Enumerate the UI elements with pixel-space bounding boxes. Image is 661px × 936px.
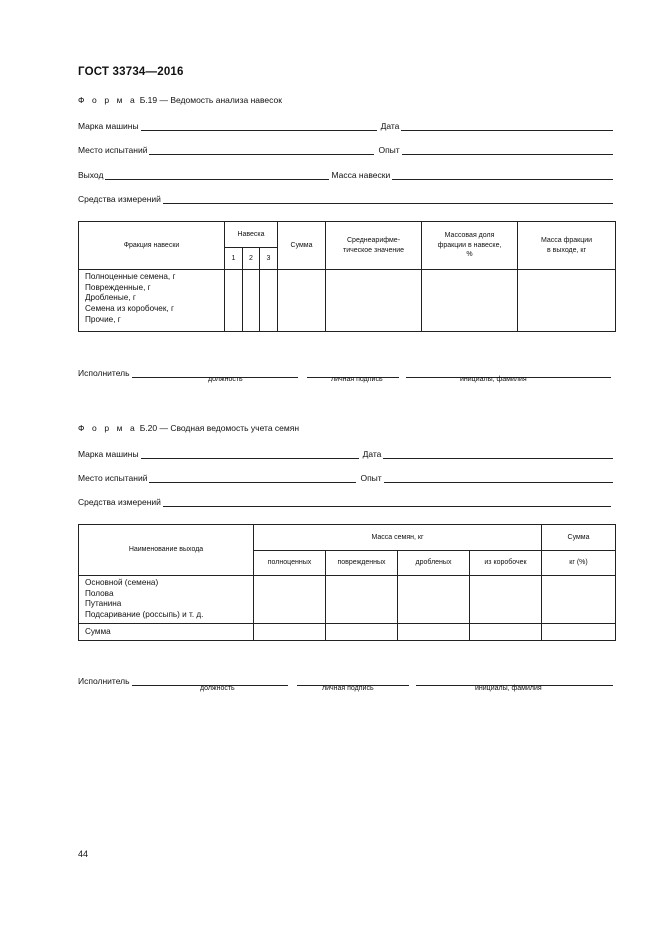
form20-header-kg: кг (%)	[542, 551, 616, 576]
form19-name-caption: инициалы, фамилия	[460, 376, 527, 383]
form19-header-n2: 2	[243, 248, 260, 270]
form20-machine-date-row	[78, 445, 613, 459]
list-item: Основной (семена)	[85, 578, 159, 587]
form19-header-mass-line2: в выходе, кг	[546, 246, 587, 254]
form20-total-boxes[interactable]	[470, 624, 542, 641]
form19-output-label: Выход	[78, 170, 104, 180]
form20-date-field[interactable]	[383, 449, 613, 459]
form20-trial-field[interactable]	[384, 473, 613, 483]
page-number: 44	[78, 849, 89, 859]
list-item: Дробленые, г	[85, 293, 136, 303]
form20-place-trial-row	[78, 469, 613, 483]
list-item: Полова	[85, 588, 114, 598]
form19-header-share-line2: фракции в навеске,	[437, 241, 502, 249]
form20-date-label: Дата	[362, 449, 382, 459]
form20-place-field[interactable]	[149, 473, 356, 483]
form19-signature-label: Исполнитель	[78, 368, 130, 378]
form20-total-full[interactable]	[254, 624, 326, 641]
form19-machine-date-row	[78, 117, 613, 131]
form20-name-caption: инициалы, фамилия	[475, 685, 542, 692]
form19-instruments-field[interactable]	[163, 194, 613, 204]
form19-position-caption: должность	[208, 376, 243, 383]
form19-machine-label: Марка машины	[78, 121, 139, 131]
form19-cell-share[interactable]	[422, 270, 518, 332]
form20-header-name: Наименование выхода	[79, 525, 254, 576]
form19-table	[78, 221, 616, 332]
form19-header-share	[422, 222, 518, 270]
form19-trial-label: Опыт	[378, 145, 400, 155]
form19-place-label: Место испытаний	[78, 145, 148, 155]
form20-instruments-row	[78, 493, 611, 507]
form19-trial-field[interactable]	[402, 145, 613, 155]
form19-cell-n2[interactable]	[243, 270, 260, 332]
form19-output-field[interactable]	[105, 170, 329, 180]
form19-header-sample: Навеска	[225, 222, 278, 248]
form19-sample-mass-label: Масса навески	[331, 170, 391, 180]
form20-cell-boxes[interactable]	[470, 576, 542, 624]
form19-title-prefix: Ф о р м а	[78, 95, 138, 105]
form20-header-crushed: дробленых	[398, 551, 470, 576]
form19-header-mean-line1: Среднеарифме-	[347, 237, 401, 245]
form20-cell-crushed[interactable]	[398, 576, 470, 624]
form20-instruments-label: Средства измерений	[78, 497, 161, 507]
form20-cell-full[interactable]	[254, 576, 326, 624]
form20-machine-field[interactable]	[141, 449, 359, 459]
form20-position-caption: должность	[200, 685, 235, 692]
form19-fraction-list	[79, 270, 225, 332]
form20-title	[78, 423, 299, 433]
form19-header-mass	[518, 222, 616, 270]
form20-trial-label: Опыт	[360, 473, 382, 483]
form20-total-crushed[interactable]	[398, 624, 470, 641]
form19-header-n1: 1	[225, 248, 243, 270]
list-item: Полноценные семена, г	[85, 272, 176, 281]
form19-instruments-row	[78, 190, 613, 204]
form19-header-share-line1: Массовая доля	[444, 232, 495, 240]
form19-place-field[interactable]	[149, 145, 374, 155]
form20-header-full: полноценных	[254, 551, 326, 576]
form20-header-sum: Сумма	[542, 525, 616, 551]
form19-date-label: Дата	[380, 121, 400, 131]
form19-header-mean-line2: тическое значение	[342, 246, 405, 254]
list-item: Поврежденные, г	[85, 282, 151, 292]
list-item: Семена из коробочек, г	[85, 303, 174, 313]
list-item: Подсаривание (россыпь) и т. д.	[85, 609, 204, 619]
form19-title-text: Б.19 — Ведомость анализа навесок	[137, 95, 282, 105]
form19-sample-mass-field[interactable]	[392, 170, 613, 180]
form20-signature-label: Исполнитель	[78, 676, 130, 686]
form20-cell-kg[interactable]	[542, 576, 616, 624]
form19-output-mass-row	[78, 166, 613, 180]
list-item: Прочие, г	[85, 314, 121, 324]
form19-instruments-label: Средства измерений	[78, 194, 161, 204]
form19-place-trial-row	[78, 141, 613, 155]
form20-table	[78, 524, 616, 641]
form19-cell-mean[interactable]	[326, 270, 422, 332]
form20-header-mass: Масса семян, кг	[254, 525, 542, 551]
form19-header-mean	[326, 222, 422, 270]
form20-total-label: Сумма	[79, 624, 254, 641]
form19-header-sum: Сумма	[278, 222, 326, 270]
form20-total-kg[interactable]	[542, 624, 616, 641]
form19-cell-sum[interactable]	[278, 270, 326, 332]
form19-header-n3: 3	[260, 248, 278, 270]
form20-title-text: Б.20 — Сводная ведомость учета семян	[137, 423, 300, 433]
form20-instruments-field[interactable]	[163, 497, 611, 507]
form19-cell-n1[interactable]	[225, 270, 243, 332]
form20-header-damaged: поврежденных	[326, 551, 398, 576]
form19-cell-mass[interactable]	[518, 270, 616, 332]
form20-total-damaged[interactable]	[326, 624, 398, 641]
form19-title	[78, 95, 282, 105]
form20-sign-caption: личная подпись	[322, 685, 374, 692]
form19-header-mass-line1: Масса фракции	[540, 237, 593, 245]
standard-title: ГОСТ 33734—2016	[78, 66, 184, 78]
form19-machine-field[interactable]	[141, 121, 377, 131]
form20-output-list	[79, 576, 254, 624]
form19-header-fraction: Фракция навески	[79, 222, 225, 270]
form19-header-share-line3: %	[466, 251, 473, 259]
form19-date-field[interactable]	[401, 121, 613, 131]
form20-signature-row	[78, 672, 613, 686]
form20-place-label: Место испытаний	[78, 473, 148, 483]
list-item: Путанина	[85, 599, 122, 609]
form20-header-boxes: из коробочек	[470, 551, 542, 576]
form20-cell-damaged[interactable]	[326, 576, 398, 624]
form20-title-prefix: Ф о р м а	[78, 423, 138, 433]
form20-machine-label: Марка машины	[78, 449, 139, 459]
form19-sign-caption: личная подпись	[331, 376, 383, 383]
form19-cell-n3[interactable]	[260, 270, 278, 332]
